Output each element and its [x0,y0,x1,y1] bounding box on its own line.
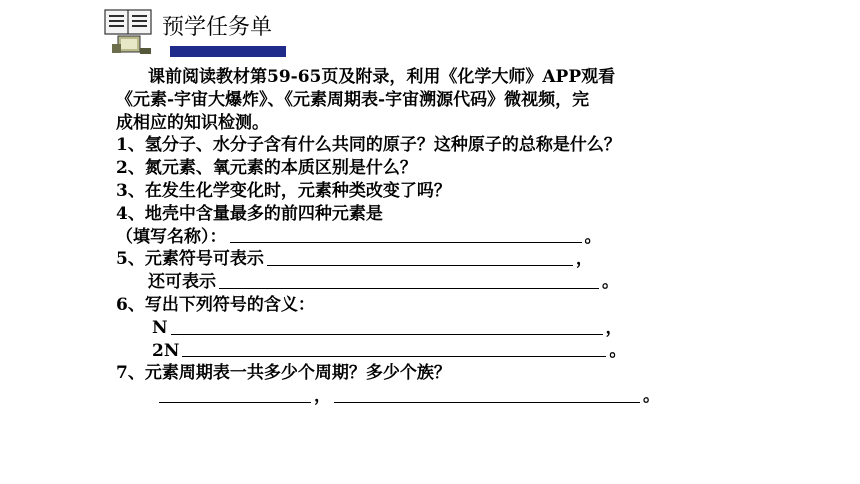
question-5-b-end-punct: 。 [602,272,619,293]
question-6-a-row [116,317,756,340]
question-1: 1、氢分子、水分子含有什么共同的原子？这种原子的总称是什么？ [116,135,621,156]
notebook-pc-icon [104,6,156,58]
page-title: 预学任务单 [162,15,273,40]
question-7-separator: ， [314,386,331,407]
question-4-end-punct: 。 [584,226,602,247]
question-5-row [116,248,756,271]
symbol-2n-label: 2N [152,340,180,361]
question-2: 2、氮元素、氧元素的本质区别是什么？ [116,158,417,179]
question-7-end-punct: 。 [643,386,660,407]
question-4: 4、地壳中含量最多的前四种元素是 [116,203,383,224]
answer-blank-q5-a[interactable] [267,265,573,266]
question-6-a-end-punct: ， [605,317,623,338]
intro-line-3: 成相应的知识检测。 [116,112,269,133]
question-6-b-end-punct: 。 [609,340,627,361]
answer-blank-q6-2n[interactable] [182,356,606,357]
answer-blank-q7-periods[interactable] [159,402,311,403]
symbol-n-label: N [152,317,168,338]
question-3: 3、在发生化学变化时，元素种类改变了吗？ [116,180,451,201]
question-7-answer-row [116,385,756,408]
answer-blank-q4[interactable] [230,242,582,243]
answer-blank-q6-n[interactable] [171,334,603,335]
intro-line-2: 《元素-宇宙大爆炸》、《元素周期表-宇宙溯源代码》微视频，完 [116,89,590,110]
question-5-b-row [116,271,756,294]
question-5-b-label: 还可表示 [148,272,216,293]
question-4-fill-label: （填写名称）： [116,226,227,247]
question-4-fill-row [116,226,756,249]
answer-blank-q7-groups[interactable] [334,402,640,403]
title-underline-bar [170,46,286,57]
question-6-b-row [116,340,756,363]
task-sheet-body [116,66,756,408]
answer-blank-q5-b[interactable] [219,288,599,289]
intro-line-1: 课前阅读教材第59-65页及附录，利用《化学大师》APP观看 [148,67,616,87]
question-7: 7、元素周期表一共多少个周期？多少个族？ [116,363,451,384]
question-5-label: 5、元素符号可表示 [116,249,264,270]
question-5-end-punct: ， [575,249,593,270]
question-6: 6、写出下列符号的含义： [116,294,315,315]
